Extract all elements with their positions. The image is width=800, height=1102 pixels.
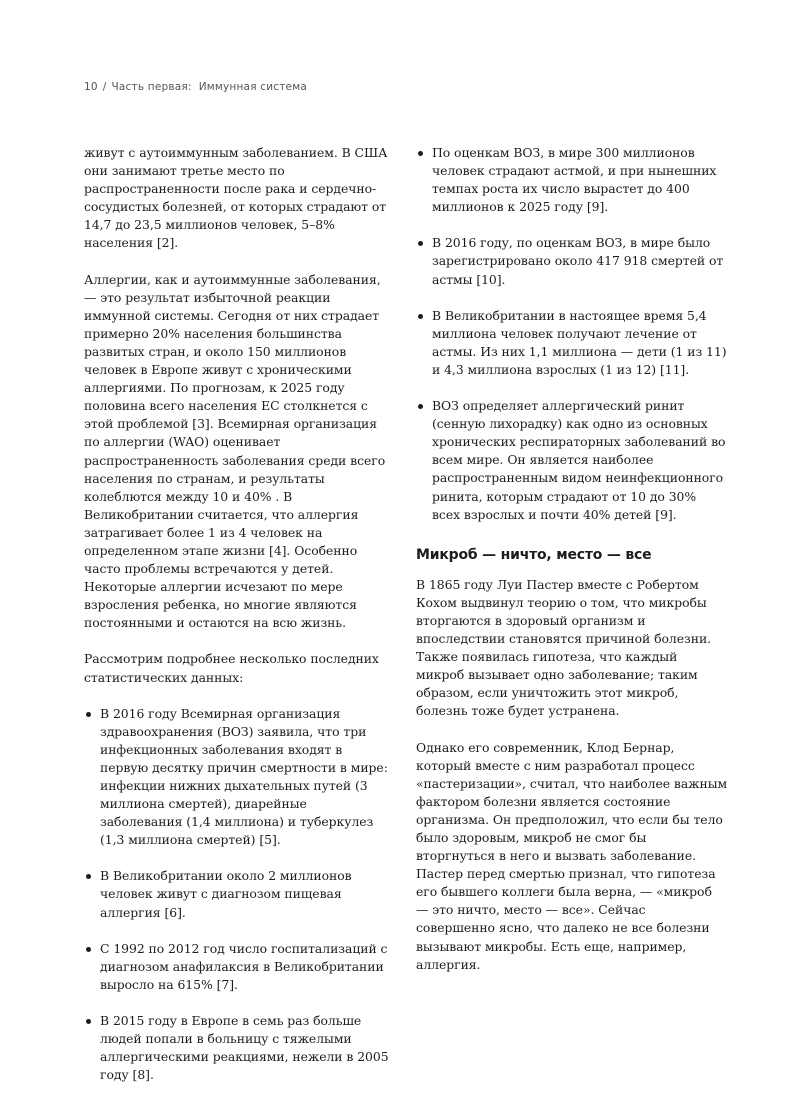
left-column — [84, 144, 392, 1102]
bullet-icon — [86, 1019, 91, 1024]
bullet-icon — [418, 404, 423, 409]
list-item: ВОЗ определяет аллергический ринит (сенную лихорадку) как одно из основных хронических респираторных заболеваний во всем мире. Он является наиболее распространенным видом неинфекционного ринита, которым страдают от 10 до 30% всех взрослых и почти 40% детей [9]. — [416, 397, 728, 524]
list-item: В Великобритании около 2 миллионов человек живут с диагнозом пищевая аллергия [6]. — [84, 867, 392, 921]
header-separator: / — [102, 81, 107, 93]
list-item: С 1992 по 2012 год число госпитализаций с диагнозом анафилаксия в Великобритании выросло на 615% [7]. — [84, 940, 392, 994]
statistics-list-left — [84, 705, 392, 1085]
running-head — [84, 81, 307, 93]
list-item: По оценкам ВОЗ, в мире 300 миллионов человек страдают астмой, и при нынешних темпах роста их число вырастет до 400 миллионов к 2025 году [9]. — [416, 144, 728, 216]
paragraph-autoimmune: живут с аутоиммунным заболеванием. В США они занимают третье место по распространенности после рака и сердечно-сосудистых болезней, от которых страдают от 14,7 до 23,5 миллионов человек, 5–8% населения [2]. — [84, 145, 388, 251]
paragraph-pasteur: В 1865 году Луи Пастер вместе с Робертом Кохом выдвинул теорию о том, что микробы вторгаются в здоровый организм и впоследствии становятся причиной болезни. Также появилась гипотеза, что каждый микроб вызывает одно заболевание; таким образом, если уничтожить этот микроб, болезнь тоже будет устранена. — [416, 576, 712, 719]
list-item: В Великобритании в настоящее время 5,4 миллиона человек получают лечение от астмы. Из них 1,1 миллиона — дети (1 из 11) и 4,3 миллиона взрослых (1 из 12) [11]. — [416, 307, 728, 379]
list-item: В 2016 году Всемирная организация здравоохранения (ВОЗ) заявила, что три инфекционных заболевания входят в первую десятку причин смертности в мире: инфекции нижних дыхательных путей (3 миллиона смертей), диарейные заболевания (1,4 миллиона) и туберкулез (1,3 миллиона смертей) [5]. — [84, 705, 392, 850]
list-item: В 2015 году в Европе в семь раз больше людей попали в больницу с тяжелыми аллергическими реакциями, нежели в 2005 году [8]. — [84, 1012, 392, 1084]
bullet-icon — [418, 241, 423, 246]
chapter-title: Иммунная система — [198, 81, 307, 93]
page-number: 10 — [84, 81, 98, 93]
paragraph-bernard: Однако его современник, Клод Бернар, который вместе с ним разработал процесс «пастеризации», считал, что наиболее важным фактором болезни является состояние организма. Он предположил, что если бы тело было здоровым, микроб не смог бы вторгнуться в него и вызвать заболевание. Пастер перед смертью признал, что гипотеза его бывшего коллеги была верна, — «микроб — это ничто, место — все». Сейчас совершенно ясно, что далеко не все болезни вызывают микробы. Есть еще, например, аллергия. — [416, 739, 728, 972]
bullet-icon — [86, 874, 91, 879]
bullet-icon — [418, 314, 423, 319]
bullet-icon — [418, 151, 423, 156]
section-heading: Микроб — ничто, место — все — [416, 546, 652, 563]
bullet-icon — [86, 947, 91, 952]
right-column — [416, 144, 728, 992]
list-item: В 2016 году, по оценкам ВОЗ, в мире было зарегистрировано около 417 918 смертей от астмы [10]. — [416, 234, 728, 288]
paragraph-statistics-intro: Рассмотрим подробнее несколько последних статистических данных: — [84, 651, 379, 685]
part-title: Часть первая: — [111, 81, 192, 93]
paragraph-allergies: Аллергии, как и аутоиммунные заболевания, — это результат избыточной реакции иммунной системы. Сегодня от них страдает примерно 20% населения большинства развитых стран, и около 150 миллионов человек в Европе живут с хроническими аллергиями. По прогнозам, к 2025 году половина всего населения ЕС столкнется с этой проблемой [3]. Всемирная организация по аллергии (WAO) оценивает распространенность заболевания среди всего населения по странам, и результаты колеблются между 10 и 40% . В Великобритании считается, что аллергия затрагивает более 1 из 4 человек на определенном этапе жизни [4]. Особенно часто проблемы встречаются у детей. Некоторые аллергии исчезают по мере взросления ребенка, но многие являются постоянными и остаются на всю жизнь. — [84, 271, 386, 631]
statistics-list-right — [416, 144, 728, 524]
bullet-icon — [86, 712, 91, 717]
